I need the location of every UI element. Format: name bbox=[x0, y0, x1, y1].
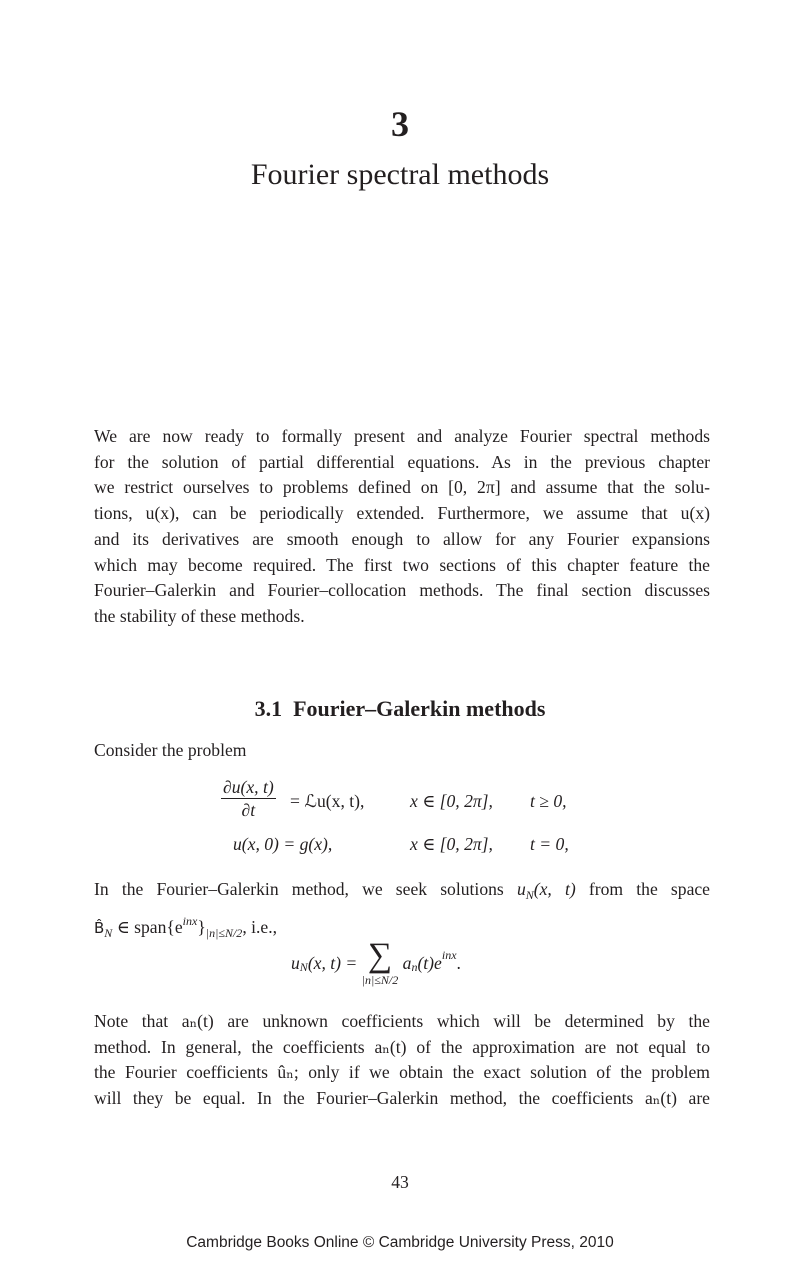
time-derivative-fraction bbox=[221, 776, 276, 821]
intro-paragraph bbox=[94, 424, 710, 630]
intro-line: which may become required. The first two sections of this chapter feature the bbox=[94, 554, 710, 575]
space-symbol: B̂ bbox=[94, 918, 105, 937]
fraction-numerator: ∂u(x, t) bbox=[223, 777, 274, 797]
summation-limit: |n|≤N/2 bbox=[361, 973, 399, 987]
intro-line: tions, u(x), can be periodically extended. Furthermore, we assume that u(x) bbox=[94, 503, 710, 524]
span-index: |n|≤N/2 bbox=[205, 925, 243, 940]
note-line: method. In general, the coefficients aₙ(t) of the approximation are not equal to bbox=[94, 1036, 710, 1057]
galerkin-line-1 bbox=[94, 877, 710, 909]
space-sub: N bbox=[104, 925, 113, 940]
problem-rhs: = ℒu(x, t), bbox=[290, 791, 365, 811]
galerkin-text-before: In the Fourier–Galerkin method, we seek solutions bbox=[94, 879, 504, 899]
galerkin-symbol-sub: N bbox=[525, 888, 534, 902]
span-exponent: inx bbox=[182, 913, 198, 928]
chapter-number: 3 bbox=[391, 104, 409, 144]
problem-time-1: t ≥ 0, bbox=[530, 791, 567, 811]
intro-line: the stability of these methods. bbox=[94, 605, 305, 626]
intro-line: and its derivatives are smooth enough to allow for any Fourier expansions bbox=[94, 528, 710, 549]
note-line: Note that aₙ(t) are unknown coefficients which will be determined by the bbox=[94, 1011, 710, 1031]
galerkin-text-after: from the space bbox=[588, 879, 710, 899]
galerkin-ie: , i.e., bbox=[242, 916, 278, 937]
expansion-lhs-symbol: u bbox=[291, 953, 300, 973]
expansion-end: . bbox=[456, 953, 461, 973]
expansion-lhs-sub: N bbox=[299, 960, 308, 975]
span-text: ∈ span{e bbox=[116, 916, 183, 937]
expansion-term-sub: n bbox=[411, 960, 418, 975]
note-paragraph bbox=[94, 1009, 710, 1112]
initial-condition: u(x, 0) = g(x), bbox=[233, 834, 333, 854]
summation-sign: ∑ bbox=[367, 937, 393, 974]
intro-line: We are now ready to formally present and analyze Fourier spectral methods bbox=[94, 426, 710, 446]
section-heading bbox=[0, 694, 800, 724]
expansion-equation bbox=[291, 939, 461, 987]
note-line: the Fourier coefficients ûₙ; only if we obtain the exact solution of the problem bbox=[94, 1062, 710, 1083]
galerkin-args: (x, t) bbox=[533, 879, 576, 899]
fraction-denominator: ∂t bbox=[241, 800, 256, 820]
galerkin-symbol: u bbox=[516, 879, 526, 899]
section-title: Fourier–Galerkin methods bbox=[293, 696, 546, 721]
expansion-term: a bbox=[402, 953, 412, 973]
intro-line: Fourier–Galerkin and Fourier–collocation methods. The final section discusses bbox=[94, 580, 710, 601]
intro-line: for the solution of partial differential equations. As in the previous chapter bbox=[94, 451, 710, 472]
problem-domain-2: x ∈ [0, 2π], bbox=[410, 834, 493, 854]
intro-line: we restrict ourselves to problems defined on [0, 2π] and assume that the solu- bbox=[94, 477, 710, 498]
galerkin-paragraph bbox=[94, 877, 710, 946]
footer-copyright: Cambridge Books Online © Cambridge University Press, 2010 bbox=[186, 1234, 614, 1251]
page-number: 43 bbox=[391, 1172, 409, 1192]
chapter-title: Fourier spectral methods bbox=[250, 158, 550, 191]
section-number: 3.1 bbox=[254, 696, 283, 721]
problem-equation-row-1 bbox=[221, 776, 276, 821]
note-line: will they be equal. In the Fourier–Galerkin method, the coefficients aₙ(t) are bbox=[94, 1088, 710, 1109]
summation-operator bbox=[362, 939, 399, 987]
expansion-term-exponent: inx bbox=[441, 948, 457, 963]
expansion-term-args: (t)e bbox=[417, 953, 442, 973]
problem-time-2: t = 0, bbox=[530, 834, 569, 854]
span-close: } bbox=[197, 916, 206, 937]
expansion-lhs-args: (x, t) = bbox=[307, 953, 358, 973]
consider-text: Consider the problem bbox=[94, 740, 247, 760]
problem-domain-1: x ∈ [0, 2π], bbox=[410, 791, 493, 811]
